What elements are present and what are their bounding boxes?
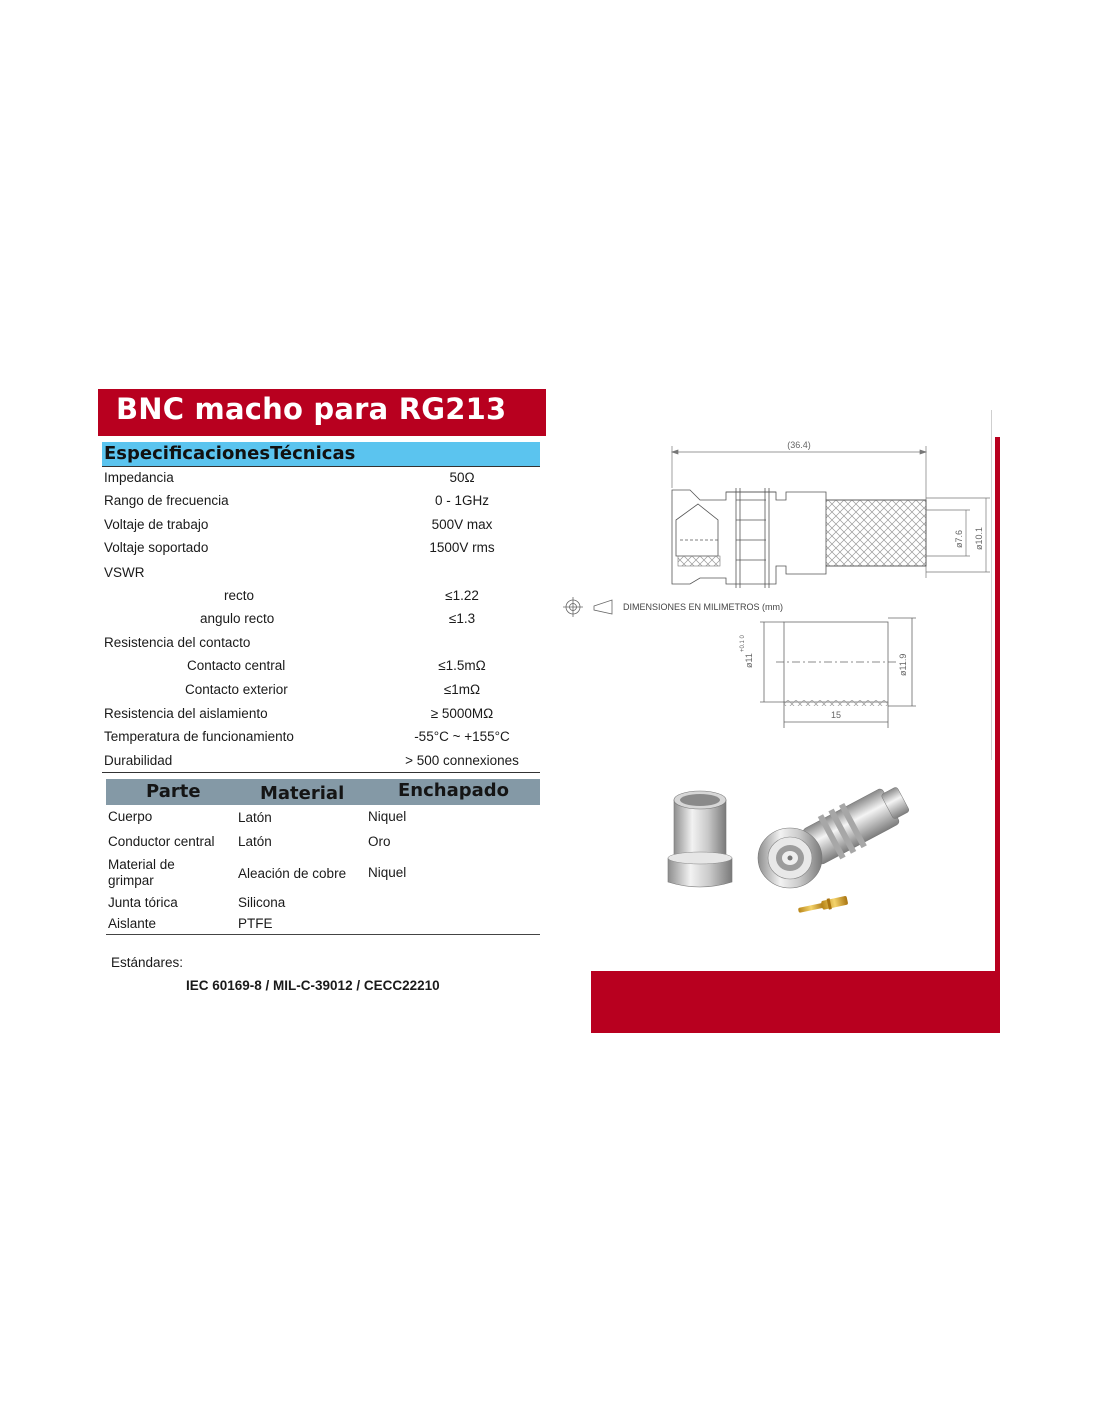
projection-symbol	[563, 597, 612, 617]
ferrule-tolerance-label: +0.1 0	[740, 635, 746, 652]
spec-label: Resistencia del aislamiento	[104, 706, 268, 721]
materials-header-plating: Enchapado	[398, 780, 510, 801]
divider	[102, 466, 540, 467]
red-frame-base	[591, 971, 1000, 1033]
ferrule-hatch	[784, 700, 888, 706]
spec-value: -55°C ~ +155°C	[414, 729, 510, 744]
units-note: DIMENSIONES EN MILIMETROS (mm)	[623, 602, 784, 612]
ferrule-inner-label: ø11	[744, 653, 754, 668]
part-cell: Conductor central	[108, 834, 215, 849]
spec-value: ≤1.22	[445, 588, 479, 603]
specs-header-bar	[102, 442, 540, 466]
spec-label: recto	[224, 588, 255, 603]
spec-value: 1500V rms	[429, 540, 495, 555]
connector-drawing	[560, 410, 1000, 970]
page-title: BNC macho para RG213	[116, 392, 507, 426]
inner-diameter-label: ø7.6	[954, 529, 964, 548]
spec-label: Resistencia del contacto	[104, 635, 251, 650]
material-cell: Silicona	[238, 895, 286, 910]
title-banner	[98, 389, 546, 436]
plating-cell: Niquel	[368, 865, 407, 880]
spec-label: Impedancia	[104, 470, 174, 485]
spec-label: Durabilidad	[104, 753, 173, 768]
spec-label: Voltaje soportado	[104, 540, 209, 555]
spec-value: ≤1.5mΩ	[438, 658, 486, 673]
spec-value: ≤1mΩ	[443, 682, 481, 697]
bnc-connector-photo	[758, 778, 914, 888]
length-label: (36.4)	[787, 440, 811, 450]
materials-header-part: Parte	[146, 781, 201, 802]
spec-value: 50Ω	[449, 470, 475, 485]
part-cell: Material de grimpar	[108, 857, 175, 888]
materials-header-bar	[106, 779, 540, 805]
part-cell: Aislante	[108, 916, 157, 931]
plating-cell: Niquel	[368, 809, 407, 824]
insulator-hatch	[678, 556, 720, 566]
ferrule-photo	[668, 791, 732, 887]
part-cell: Junta tórica	[108, 895, 178, 910]
standards-label: Estándares:	[111, 955, 184, 970]
materials-header-material: Material	[260, 783, 345, 804]
spec-label: Temperatura de funcionamiento	[104, 729, 294, 744]
part-cell: Cuerpo	[108, 809, 153, 824]
crimp-sleeve-hatch	[826, 500, 926, 566]
material-cell: Latón	[238, 810, 272, 825]
spec-value: ≤1.3	[448, 611, 476, 626]
material-cell: Aleación de cobre	[238, 866, 347, 881]
ferrule-outer-label: ø11.9	[898, 653, 908, 676]
standards-value: IEC 60169-8 / MIL-C-39012 / CECC22210	[186, 978, 440, 993]
spec-label: Contacto central	[187, 658, 286, 673]
spec-value: 500V max	[431, 517, 493, 532]
ferrule-length-label: 15	[830, 710, 842, 720]
specs-header: EspecificacionesTécnicas	[104, 443, 356, 464]
spec-label: VSWR	[104, 565, 145, 580]
divider	[102, 772, 540, 773]
spec-label: Voltaje de trabajo	[104, 517, 209, 532]
material-cell: Latón	[238, 834, 272, 849]
spec-label: Contacto exterior	[185, 682, 288, 697]
spec-value: ≥ 5000MΩ	[430, 706, 494, 721]
plating-cell: Oro	[368, 834, 391, 849]
outer-diameter-label: ø10.1	[974, 526, 984, 550]
spec-label: angulo recto	[200, 611, 275, 626]
spec-value: 0 - 1GHz	[434, 493, 489, 508]
spec-label: Rango de frecuencia	[104, 493, 229, 508]
center-pin-photo	[797, 895, 848, 916]
material-cell: PTFE	[238, 916, 273, 931]
divider	[106, 934, 540, 935]
spec-value: > 500 connexiones	[405, 753, 519, 768]
